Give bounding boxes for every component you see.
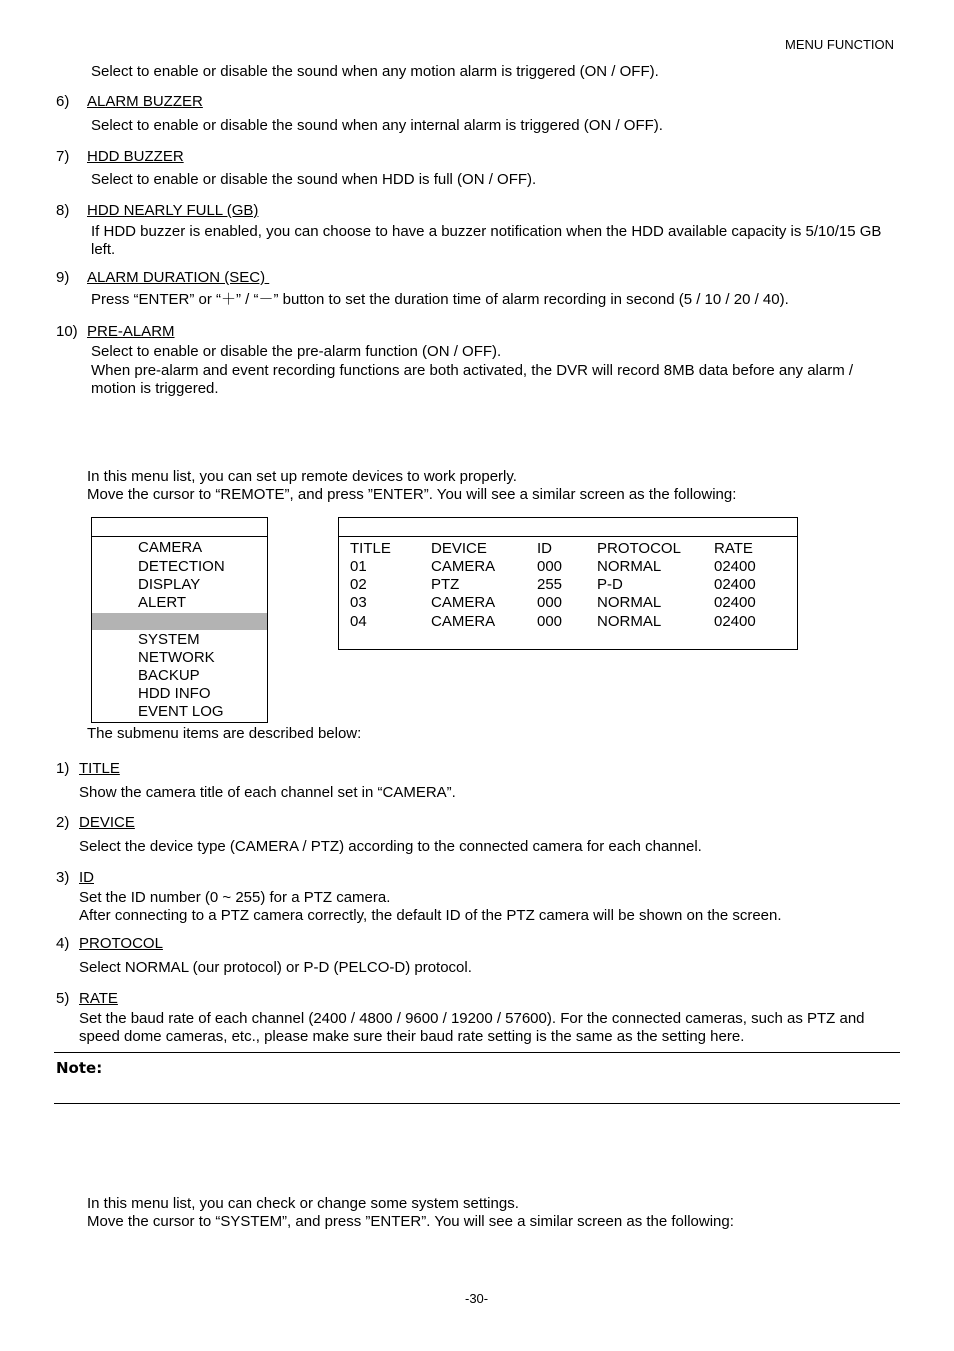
col-header-id: ID	[537, 540, 552, 557]
remote-item-2-desc: Select the device type (CAMERA / PTZ) according to the connected camera for each channel.	[79, 838, 702, 855]
row-3-device[interactable]: CAMERA	[431, 594, 496, 611]
page-number: -30-	[465, 1291, 489, 1306]
alert-item-7-title: HDD BUZZER	[87, 148, 184, 165]
remote-item-3-title: ID	[79, 869, 94, 886]
note-top-rule	[54, 1052, 900, 1053]
menu-item-alert[interactable]: ALERT	[138, 594, 187, 611]
row-3-id[interactable]: 000	[537, 594, 563, 611]
alert-item-9-title: ALARM DURATION (SEC)	[87, 269, 270, 286]
remote-item-5-title: RATE	[79, 990, 118, 1007]
remote-item-5-desc: Set the baud rate of each channel (2400 / 4800 / 9600 / 19200 / 57600). For the connected cameras, such as PTZ and speed dome cameras, etc., please make sure their baud rate setting is the same as the setting here.	[79, 1010, 865, 1045]
row-4-title[interactable]: 04	[350, 613, 367, 630]
row-4-id[interactable]: 000	[537, 613, 563, 630]
remote-intro-2: Move the cursor to “REMOTE”, and press ”ENTER”. You will see a similar screen as the following:	[87, 486, 737, 503]
menu-item-camera[interactable]: CAMERA	[138, 539, 203, 556]
remote-item-4-title: PROTOCOL	[79, 935, 163, 952]
remote-item-3-desc-2: After connecting to a PTZ camera correctly, the default ID of the PTZ camera will be shown on the screen.	[79, 907, 782, 924]
alert-item-5-desc: Select to enable or disable the sound when any motion alarm is triggered (ON / OFF).	[91, 63, 659, 80]
row-2-rate[interactable]: 02400	[714, 576, 756, 593]
alert-item-10-number: 10)	[56, 323, 78, 340]
row-2-title[interactable]: 02	[350, 576, 367, 593]
note-bottom-rule	[54, 1103, 900, 1104]
remote-item-3-desc-1: Set the ID number (0 ~ 255) for a PTZ camera.	[79, 889, 391, 906]
row-2-id[interactable]: 255	[537, 576, 563, 593]
alert-item-7-desc: Select to enable or disable the sound when HDD is full (ON / OFF).	[91, 171, 537, 188]
remote-item-4-number: 4)	[56, 935, 70, 952]
remote-item-4-desc: Select NORMAL (our protocol) or P-D (PELCO-D) protocol.	[79, 959, 472, 976]
col-header-rate: RATE	[714, 540, 753, 557]
remote-item-1-number: 1)	[56, 760, 70, 777]
remote-item-3-number: 3)	[56, 869, 70, 886]
col-header-protocol: PROTOCOL	[597, 540, 681, 557]
row-1-rate[interactable]: 02400	[714, 558, 756, 575]
remote-item-1-desc: Show the camera title of each channel set in “CAMERA”.	[79, 784, 456, 801]
running-title: MENU FUNCTION	[785, 37, 895, 52]
alert-item-10-desc-2: When pre-alarm and event recording functions are both activated, the DVR will record 8MB data before any alarm / motion is triggered.	[91, 362, 854, 397]
alert-item-8-number: 8)	[56, 202, 70, 219]
col-header-device: DEVICE	[431, 540, 487, 557]
row-1-title[interactable]: 01	[350, 558, 367, 575]
remote-settings-box	[338, 517, 798, 650]
menu-item-system[interactable]: SYSTEM	[138, 631, 200, 648]
alert-item-10-title: PRE-ALARM	[87, 323, 175, 340]
alert-item-7-number: 7)	[56, 148, 70, 165]
alert-item-6-number: 6)	[56, 93, 70, 110]
row-3-protocol[interactable]: NORMAL	[597, 594, 662, 611]
menu-item-backup[interactable]: BACKUP	[138, 667, 200, 684]
alert-item-10-desc-1: Select to enable or disable the pre-alarm function (ON / OFF).	[91, 343, 502, 360]
alert-item-9-desc: Press “ENTER” or “＋” / “－” button to set the duration time of alarm recording in second (5 / 10 / 20 / 40).	[91, 291, 789, 308]
menu-item-display[interactable]: DISPLAY	[138, 576, 201, 593]
main-menu-header	[92, 518, 267, 537]
menu-item-hdd-info[interactable]: HDD INFO	[138, 685, 211, 702]
remote-item-1-title: TITLE	[79, 760, 120, 777]
row-2-protocol[interactable]: P-D	[597, 576, 623, 593]
alert-item-8-desc: If HDD buzzer is enabled, you can choose to have a buzzer notification when the HDD available capacity is 5/10/15 GB left.	[91, 223, 882, 258]
menu-item-remote-highlight[interactable]	[92, 613, 267, 630]
row-1-protocol[interactable]: NORMAL	[597, 558, 662, 575]
system-intro-1: In this menu list, you can check or change some system settings.	[87, 1195, 519, 1212]
row-2-device[interactable]: PTZ	[431, 576, 460, 593]
menu-item-detection[interactable]: DETECTION	[138, 558, 225, 575]
submenu-intro: The submenu items are described below:	[87, 725, 362, 742]
alert-item-6-title: ALARM BUZZER	[87, 93, 203, 110]
alert-item-9-number: 9)	[56, 269, 70, 286]
alert-item-6-desc: Select to enable or disable the sound when any internal alarm is triggered (ON / OFF).	[91, 117, 663, 134]
main-menu-box	[91, 517, 268, 723]
col-header-title: TITLE	[350, 540, 391, 557]
row-3-rate[interactable]: 02400	[714, 594, 756, 611]
alert-item-8-title: HDD NEARLY FULL (GB)	[87, 202, 259, 219]
row-3-title[interactable]: 03	[350, 594, 367, 611]
menu-item-event-log[interactable]: EVENT LOG	[138, 703, 224, 720]
note-label: Note:	[56, 1059, 103, 1077]
remote-intro-1: In this menu list, you can set up remote devices to work properly.	[87, 468, 517, 485]
row-1-device[interactable]: CAMERA	[431, 558, 496, 575]
system-intro-2: Move the cursor to “SYSTEM”, and press ”ENTER”. You will see a similar screen as the following:	[87, 1213, 734, 1230]
remote-item-2-title: DEVICE	[79, 814, 135, 831]
remote-settings-header	[339, 518, 797, 537]
row-1-id[interactable]: 000	[537, 558, 563, 575]
row-4-protocol[interactable]: NORMAL	[597, 613, 662, 630]
remote-item-2-number: 2)	[56, 814, 70, 831]
remote-item-5-number: 5)	[56, 990, 70, 1007]
row-4-device[interactable]: CAMERA	[431, 613, 496, 630]
row-4-rate[interactable]: 02400	[714, 613, 756, 630]
menu-item-network[interactable]: NETWORK	[138, 649, 215, 666]
